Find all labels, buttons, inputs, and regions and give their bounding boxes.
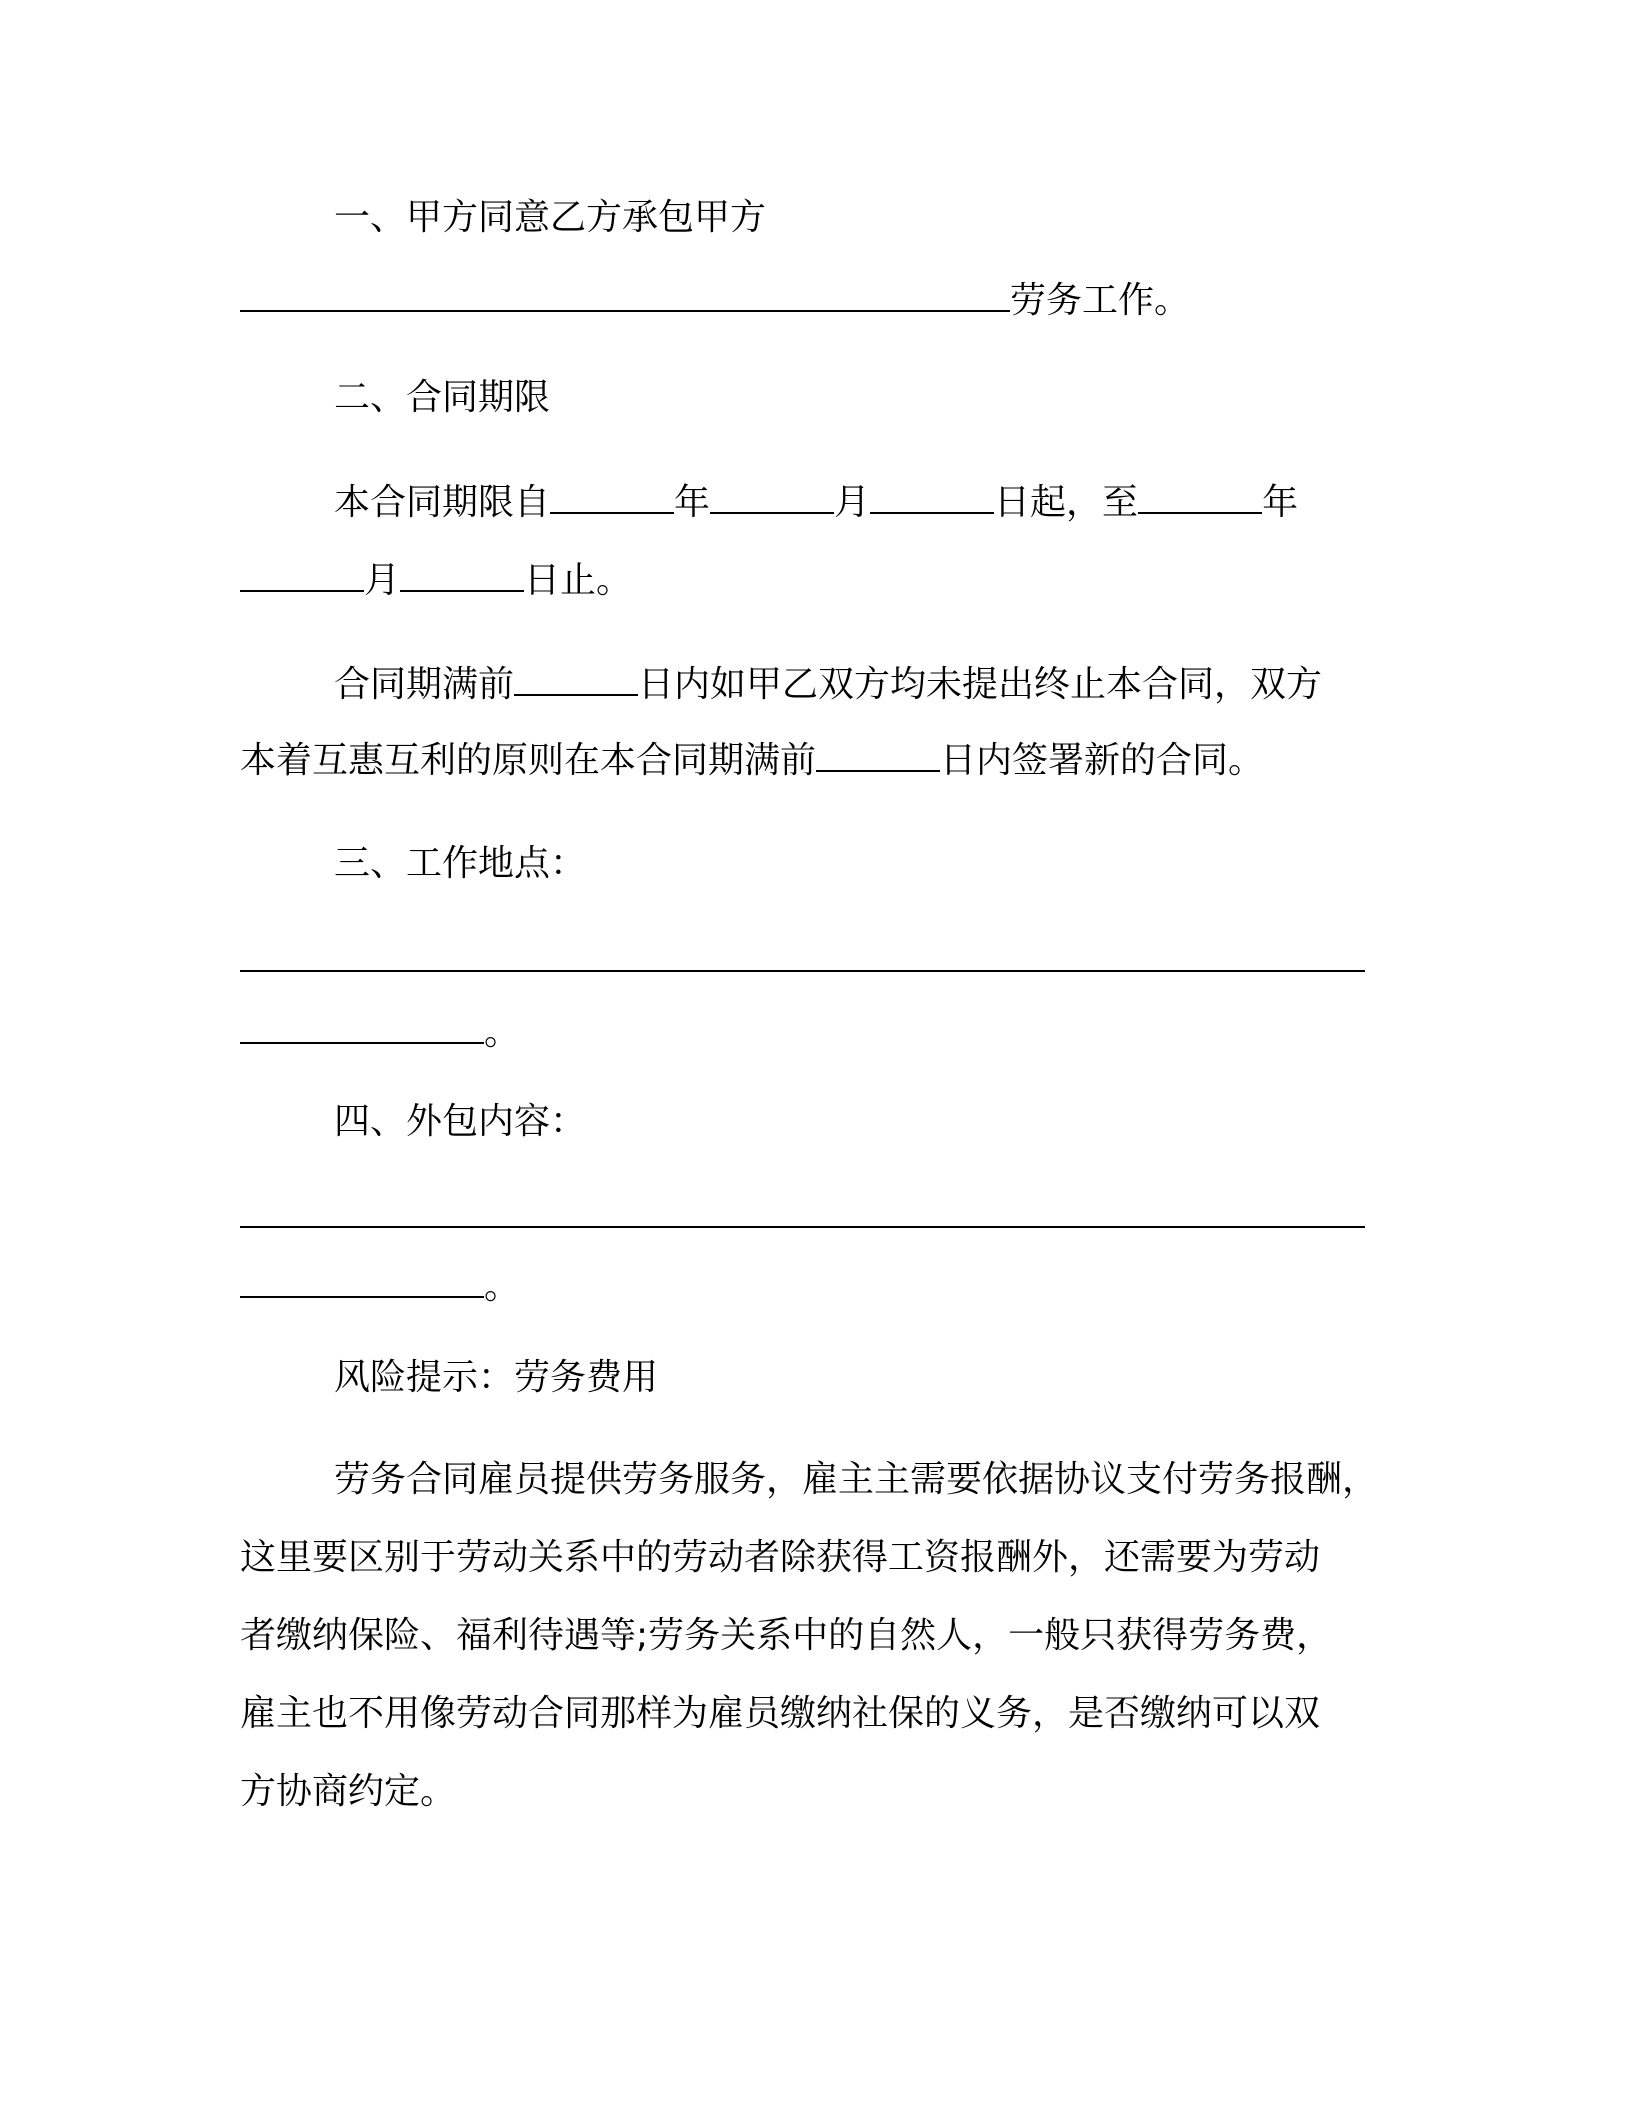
outsourcing-content-line-2 bbox=[240, 1262, 520, 1311]
section-3-heading bbox=[334, 840, 586, 888]
period-text-a: 本合同期限自 bbox=[334, 482, 551, 523]
renewal-line-2 bbox=[240, 736, 1264, 785]
section-3-heading-text: 三、工作地点： bbox=[334, 843, 587, 884]
renewal-text-d: 日内签署新的合同。 bbox=[940, 740, 1265, 781]
work-location-line-1 bbox=[240, 936, 1365, 985]
renewal-text-a: 合同期满前 bbox=[334, 664, 515, 705]
risk-text-line: 劳务合同雇员提供劳务服务，雇主主需要依据协议支付劳务报酬， bbox=[334, 1459, 1379, 1500]
section-2-heading-text: 二、合同期限 bbox=[334, 377, 551, 418]
risk-text-line: 这里要区别于劳动关系中的劳动者除获得工资报酬外，还需要为劳动 bbox=[240, 1537, 1321, 1578]
outsourcing-content-blank-continued[interactable] bbox=[240, 1262, 484, 1298]
risk-heading bbox=[334, 1354, 658, 1402]
period-text-e: 年 bbox=[1262, 482, 1299, 523]
period-text-g: 日止。 bbox=[524, 560, 633, 601]
period-text-b: 年 bbox=[674, 482, 711, 523]
work-location-line-2 bbox=[240, 1008, 520, 1057]
renewal-text-b: 日内如甲乙双方均未提出终止本合同，双方 bbox=[638, 664, 1323, 705]
risk-text-line: 方协商约定。 bbox=[240, 1771, 457, 1812]
section-1-heading bbox=[334, 194, 766, 242]
contract-period-line-2 bbox=[240, 556, 632, 605]
renewal-text-c: 本着互惠互利的原则在本合同期满前 bbox=[240, 740, 817, 781]
period-text-c: 月 bbox=[834, 482, 871, 523]
end-month-blank[interactable] bbox=[240, 556, 364, 592]
outsourcing-content-blank[interactable] bbox=[240, 1192, 1365, 1228]
risk-paragraph-line-2 bbox=[240, 1534, 1320, 1582]
work-location-blank[interactable] bbox=[240, 936, 1365, 972]
blank-field[interactable] bbox=[240, 276, 1010, 312]
section-1-heading-text: 一、甲方同意乙方承包甲方 bbox=[334, 197, 767, 238]
section-2-heading bbox=[334, 374, 550, 422]
end-day-blank[interactable] bbox=[400, 556, 524, 592]
period-text-d: 日起，至 bbox=[994, 482, 1139, 523]
risk-paragraph-line-4 bbox=[240, 1690, 1320, 1738]
renewal-line-1 bbox=[334, 660, 1322, 709]
risk-text-line: 雇主也不用像劳动合同那样为雇员缴纳社保的义务，是否缴纳可以双 bbox=[240, 1693, 1321, 1734]
risk-paragraph-line-5 bbox=[240, 1768, 456, 1816]
renewal-days-blank[interactable] bbox=[514, 660, 638, 696]
section-4-end-mark: 。 bbox=[484, 1266, 521, 1307]
start-day-blank[interactable] bbox=[870, 478, 994, 514]
period-text-f: 月 bbox=[364, 560, 401, 601]
risk-paragraph-line-3 bbox=[240, 1612, 1332, 1660]
section-4-heading bbox=[334, 1098, 586, 1146]
outsourcing-content-line-1 bbox=[240, 1192, 1365, 1241]
section-1-fill-line bbox=[240, 276, 1190, 325]
signing-days-blank[interactable] bbox=[816, 736, 940, 772]
work-location-blank-continued[interactable] bbox=[240, 1008, 484, 1044]
risk-text-line: 者缴纳保险、福利待遇等;劳务关系中的自然人，一般只获得劳务费， bbox=[240, 1615, 1333, 1656]
contract-period-line-1 bbox=[334, 478, 1298, 527]
risk-paragraph-line-1 bbox=[334, 1456, 1378, 1504]
section-4-heading-text: 四、外包内容： bbox=[334, 1101, 587, 1142]
start-month-blank[interactable] bbox=[710, 478, 834, 514]
risk-heading-text: 风险提示：劳务费用 bbox=[334, 1357, 659, 1398]
start-year-blank[interactable] bbox=[550, 478, 674, 514]
section-1-tail-text: 劳务工作。 bbox=[1010, 280, 1191, 321]
section-3-end-mark: 。 bbox=[484, 1012, 521, 1053]
end-year-blank[interactable] bbox=[1138, 478, 1262, 514]
